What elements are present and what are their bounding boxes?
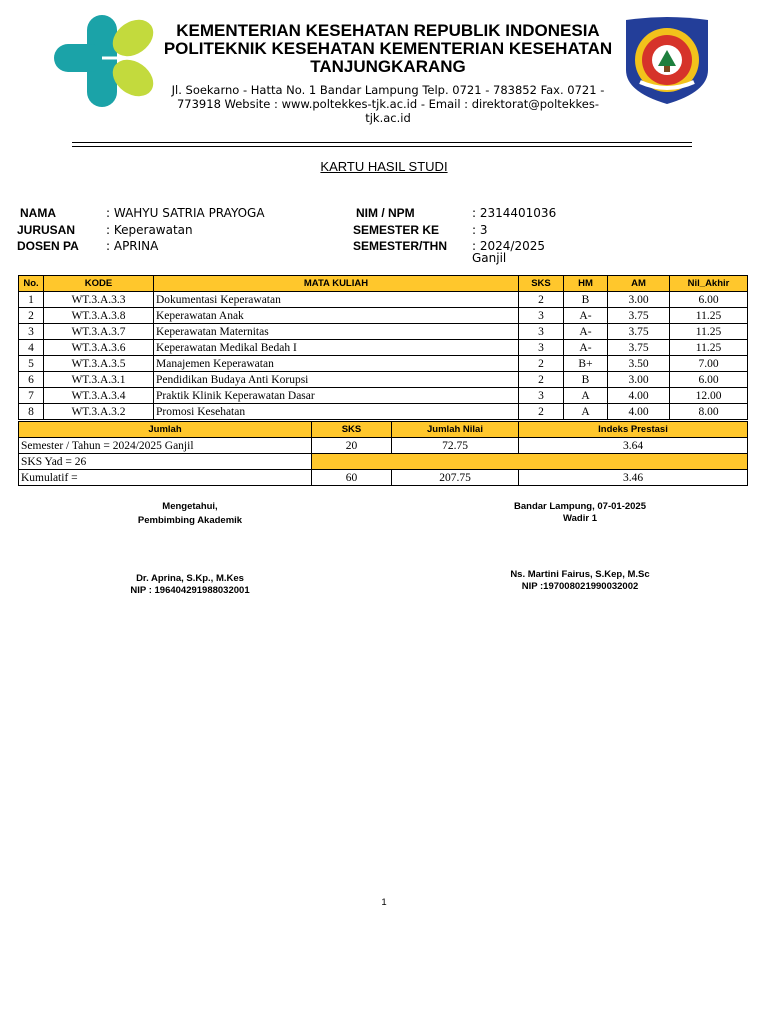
jurusan-label: JURUSAN: [17, 223, 76, 237]
nim-label: NIM / NPM: [356, 206, 415, 220]
row-am: 3.00: [608, 372, 670, 388]
row-kode: WT.3.A.3.8: [44, 308, 154, 324]
row-hm: B: [564, 372, 608, 388]
table-row: [19, 340, 748, 356]
header-cell: HM: [564, 276, 608, 292]
semester-ip: 3.64: [519, 438, 748, 454]
header-cell: Jumlah Nilai: [392, 422, 519, 438]
row-no: 2: [19, 308, 44, 324]
row-sks: 2: [519, 292, 564, 308]
row-sks: 3: [519, 308, 564, 324]
row-sks: 3: [519, 324, 564, 340]
signer-nip: NIP :197008021990032002: [521, 581, 639, 592]
sks-yad-label: SKS Yad = 26: [19, 454, 312, 470]
row-kode: WT.3.A.3.4: [44, 388, 154, 404]
row-am: 4.00: [608, 404, 670, 420]
row-hm: A-: [564, 308, 608, 324]
jurusan-value: : Keperawatan: [106, 223, 193, 237]
row-hm: A-: [564, 340, 608, 356]
summary-table: [18, 421, 748, 486]
header-cell: SKS: [312, 422, 392, 438]
poltekkes-crest-logo: [620, 14, 714, 106]
header-cell: No.: [19, 276, 44, 292]
left-signature-block: [90, 501, 290, 597]
row-nil-akhir: 11.25: [670, 324, 748, 340]
semester-jumlah-nilai: 72.75: [392, 438, 519, 454]
row-no: 1: [19, 292, 44, 308]
institution-line: KEMENTERIAN KESEHATAN REPUBLIK INDONESIA: [176, 21, 600, 40]
institution-header: [160, 22, 616, 76]
row-hm: A-: [564, 324, 608, 340]
row-hm: B: [564, 292, 608, 308]
semester-ke-value: : 3: [472, 223, 488, 237]
right-signature-block: [470, 501, 690, 593]
kumulatif-ip: 3.46: [519, 470, 748, 486]
row-sks: 3: [519, 340, 564, 356]
table-row: [19, 372, 748, 388]
table-row: [19, 308, 748, 324]
table-row: [19, 324, 748, 340]
row-mata-kuliah: Praktik Klinik Keperawatan Dasar: [154, 388, 519, 404]
row-mata-kuliah: Manajemen Keperawatan: [154, 356, 519, 372]
row-mata-kuliah: Keperawatan Maternitas: [154, 324, 519, 340]
header-cell: AM: [608, 276, 670, 292]
document-title: KARTU HASIL STUDI: [320, 159, 448, 174]
row-no: 6: [19, 372, 44, 388]
address-line: 773918 Website : www.poltekkes-tjk.ac.id - Email : direktorat@poltekkes-: [176, 97, 599, 111]
institution-address: [160, 83, 616, 125]
page-number: 1: [381, 897, 387, 908]
row-sks: 2: [519, 356, 564, 372]
highlight-band: [312, 454, 748, 470]
kemenkes-logo: [50, 12, 162, 107]
row-am: 4.00: [608, 388, 670, 404]
row-kode: WT.3.A.3.3: [44, 292, 154, 308]
row-mata-kuliah: Keperawatan Anak: [154, 308, 519, 324]
row-am: 3.50: [608, 356, 670, 372]
row-no: 3: [19, 324, 44, 340]
grades-table: [18, 275, 748, 420]
dosen-pa-label: DOSEN PA: [17, 239, 79, 253]
address-line: tjk.ac.id: [365, 111, 411, 125]
row-nil-akhir: 6.00: [670, 292, 748, 308]
signer-nip: NIP : 196404291988032001: [130, 585, 250, 596]
table-row: [19, 388, 748, 404]
row-nil-akhir: 6.00: [670, 372, 748, 388]
semester-summary-label: Semester / Tahun = 2024/2025 Ganjil: [19, 438, 312, 454]
row-am: 3.75: [608, 340, 670, 356]
row-am: 3.75: [608, 308, 670, 324]
row-no: 5: [19, 356, 44, 372]
semester-thn-value: : 2024/2025: [472, 239, 545, 253]
nim-value: : 2314401036: [472, 206, 557, 220]
semester-sks: 20: [312, 438, 392, 454]
header-cell: Nil_Akhir: [670, 276, 748, 292]
row-sks: 2: [519, 404, 564, 420]
header-divider: [72, 146, 692, 147]
row-no: 7: [19, 388, 44, 404]
kumulatif-row: [19, 470, 748, 486]
signature-line: Wadir 1: [563, 513, 597, 524]
signature-line: Pembimbing Akademik: [137, 515, 243, 526]
row-sks: 2: [519, 372, 564, 388]
row-nil-akhir: 7.00: [670, 356, 748, 372]
header-cell: MATA KULIAH: [154, 276, 519, 292]
summary-header-row: [19, 422, 748, 438]
table-row: [19, 356, 748, 372]
row-hm: A: [564, 404, 608, 420]
semester-summary-row: [19, 438, 748, 454]
semester-ke-label: SEMESTER KE: [353, 223, 440, 237]
row-kode: WT.3.A.3.5: [44, 356, 154, 372]
row-kode: WT.3.A.3.7: [44, 324, 154, 340]
row-nil-akhir: 8.00: [670, 404, 748, 420]
row-kode: WT.3.A.3.1: [44, 372, 154, 388]
institution-line: POLITEKNIK KESEHATAN KEMENTERIAN KESEHATAN: [163, 39, 613, 58]
row-nil-akhir: 11.25: [670, 308, 748, 324]
institution-line: TANJUNGKARANG: [310, 57, 466, 76]
row-mata-kuliah: Keperawatan Medikal Bedah I: [154, 340, 519, 356]
row-sks: 3: [519, 388, 564, 404]
row-kode: WT.3.A.3.6: [44, 340, 154, 356]
signer-name: Dr. Aprina, S.Kp., M.Kes: [136, 573, 244, 584]
signer-name: Ns. Martini Fairus, S.Kep, M.Sc: [510, 569, 650, 580]
row-hm: A: [564, 388, 608, 404]
kumulatif-sks: 60: [312, 470, 392, 486]
row-hm: B+: [564, 356, 608, 372]
row-am: 3.00: [608, 292, 670, 308]
row-no: 8: [19, 404, 44, 420]
semester-thn-value: Ganjil: [472, 251, 507, 265]
semester-thn-label: SEMESTER/THN: [353, 239, 448, 253]
table-row: [19, 292, 748, 308]
sks-yad-row: [19, 454, 748, 470]
row-mata-kuliah: Promosi Kesehatan: [154, 404, 519, 420]
row-kode: WT.3.A.3.2: [44, 404, 154, 420]
header-cell: SKS: [519, 276, 564, 292]
signature-line: Mengetahui,: [162, 501, 218, 512]
header-cell: KODE: [44, 276, 154, 292]
row-no: 4: [19, 340, 44, 356]
row-nil-akhir: 12.00: [670, 388, 748, 404]
kumulatif-label: Kumulatif =: [19, 470, 312, 486]
header-cell: Jumlah: [19, 422, 312, 438]
nama-label: NAMA: [20, 206, 56, 220]
kumulatif-jumlah-nilai: 207.75: [392, 470, 519, 486]
table-row: [19, 404, 748, 420]
header-divider: [72, 142, 692, 143]
grades-header-row: [19, 276, 748, 292]
row-nil-akhir: 11.25: [670, 340, 748, 356]
row-mata-kuliah: Dokumentasi Keperawatan: [154, 292, 519, 308]
signature-line: Bandar Lampung, 07-01-2025: [514, 501, 646, 512]
row-am: 3.75: [608, 324, 670, 340]
address-line: Jl. Soekarno - Hatta No. 1 Bandar Lampung Telp. 0721 - 783852 Fax. 0721 -: [171, 83, 605, 97]
row-mata-kuliah: Pendidikan Budaya Anti Korupsi: [154, 372, 519, 388]
dosen-pa-value: : APRINA: [106, 239, 159, 253]
header-cell: Indeks Prestasi: [519, 422, 748, 438]
nama-value: : WAHYU SATRIA PRAYOGA: [106, 206, 265, 220]
